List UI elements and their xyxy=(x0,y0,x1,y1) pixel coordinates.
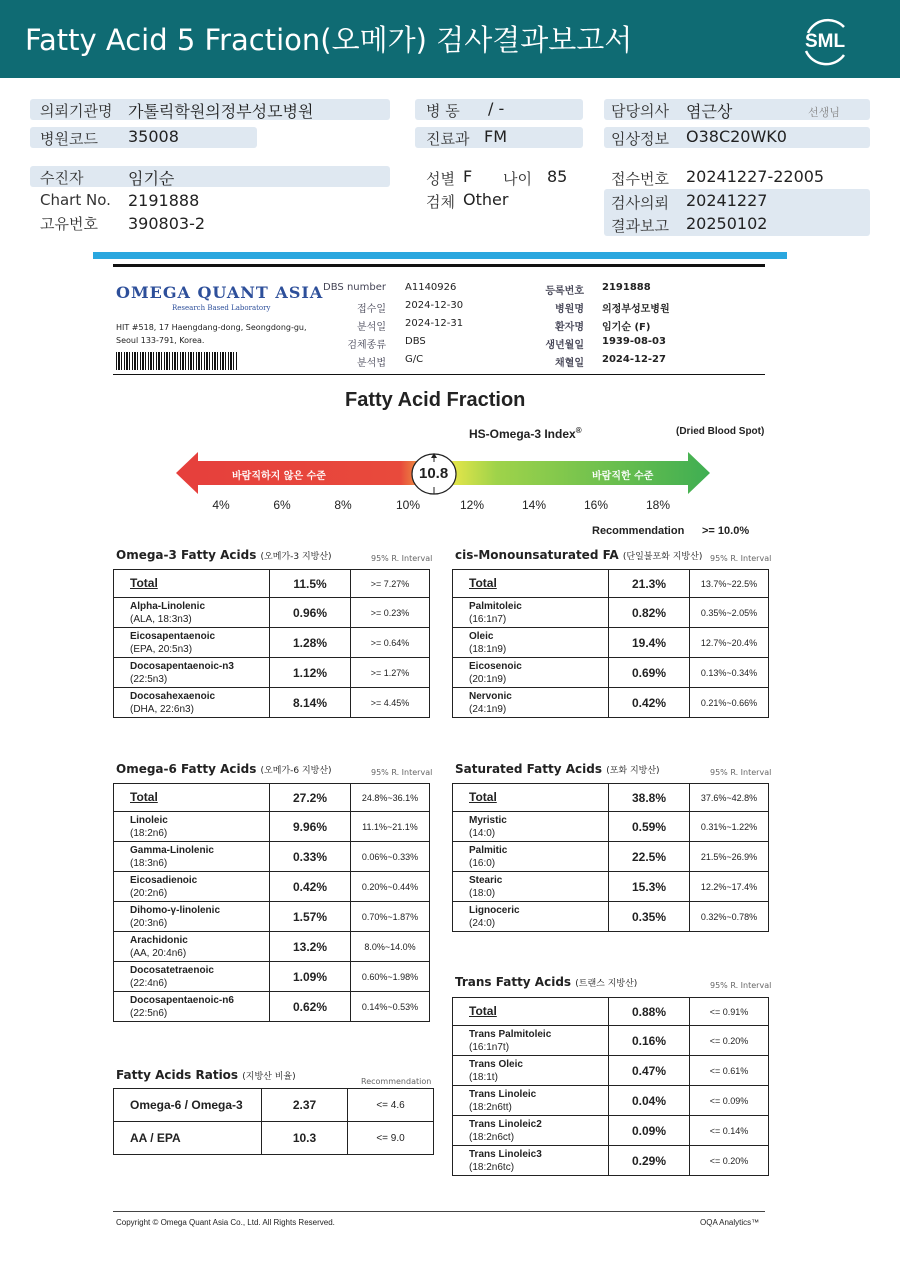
receipt-no-label: 접수번호 xyxy=(611,170,669,188)
report-field-label: 분석법 xyxy=(357,358,386,369)
acid-name-cell xyxy=(114,962,270,992)
chart-no-value: 2191888 xyxy=(128,191,200,210)
trans-total-row xyxy=(453,998,769,1026)
acid-value: 1.12% xyxy=(270,658,351,688)
acid-range: 0.35%~2.05% xyxy=(690,598,769,628)
acid-range: <= 0.61% xyxy=(690,1056,769,1086)
sml-logo-text: SML xyxy=(804,31,846,52)
table-row xyxy=(453,872,769,902)
sex-label: 성별 xyxy=(426,170,455,188)
acid-name-cell xyxy=(114,842,270,872)
total-value: 38.8% xyxy=(609,784,690,812)
acid-value: 0.47% xyxy=(609,1056,690,1086)
acid-value: 0.62% xyxy=(270,992,351,1022)
acid-value: 0.04% xyxy=(609,1086,690,1116)
clinical-value: O38C20WK0 xyxy=(686,127,787,146)
acid-range: 0.31%~1.22% xyxy=(690,812,769,842)
interval-header: 95% R. Interval xyxy=(710,768,772,777)
acid-name: Linoleic xyxy=(130,814,168,826)
acid-notation: (18:3n6) xyxy=(130,857,168,869)
sfa-title xyxy=(455,762,660,776)
total-value: 0.88% xyxy=(609,998,690,1026)
acid-name-cell xyxy=(453,1056,609,1086)
acid-notation: (20:1n9) xyxy=(469,673,507,685)
gauge-tick-label: 14% xyxy=(521,498,547,512)
age-value: 85 xyxy=(547,167,568,186)
report-field-label: DBS number xyxy=(323,282,386,293)
table-row xyxy=(114,658,430,688)
acid-range: 8.0%~14.0% xyxy=(351,932,430,962)
fraction-title: Fatty Acid Fraction xyxy=(345,389,526,411)
table-row xyxy=(453,1146,769,1176)
ratios-title-kr: (지방산 비율) xyxy=(242,1072,296,1082)
dept-label: 진료과 xyxy=(426,130,470,148)
acid-name-cell xyxy=(114,658,270,688)
total-range: <= 0.91% xyxy=(690,998,769,1026)
omega3-title-kr: (오메가-3 지방산) xyxy=(260,552,332,562)
acid-value: 0.96% xyxy=(270,598,351,628)
trans-title-kr: (트랜스 지방산) xyxy=(575,979,638,989)
acid-notation: (20:2n6) xyxy=(130,887,168,899)
table-row xyxy=(114,1089,434,1122)
table-row xyxy=(114,962,430,992)
total-value: 27.2% xyxy=(270,784,351,812)
omega6-title-kr: (오메가-6 지방산) xyxy=(260,766,332,776)
mufa-table xyxy=(452,569,769,718)
table-row xyxy=(453,812,769,842)
acid-name: Nervonic xyxy=(469,690,512,702)
report-field-label: 생년월일 xyxy=(545,340,584,351)
ratios-title-text: Fatty Acids Ratios xyxy=(116,1068,239,1082)
report-date-value: 20250102 xyxy=(686,214,768,233)
sfa-title-kr: (포화 지방산) xyxy=(606,766,660,776)
report-field-value: A1140926 xyxy=(405,282,457,293)
acid-range: 0.21%~0.66% xyxy=(690,688,769,718)
hospital-code-value: 35008 xyxy=(128,127,179,146)
total-name: Total xyxy=(114,784,270,812)
acid-name-cell xyxy=(114,812,270,842)
gauge-tick-label: 12% xyxy=(459,498,485,512)
ratio-recommendation: <= 4.6 xyxy=(348,1089,434,1122)
acid-name: Docosapentaenoic-n3 xyxy=(130,660,234,672)
table-row xyxy=(453,628,769,658)
acid-name: Palmitoleic xyxy=(469,600,522,612)
acid-range: 0.20%~0.44% xyxy=(351,872,430,902)
acid-name: Alpha-Linolenic xyxy=(130,600,205,612)
acid-range: 12.2%~17.4% xyxy=(690,872,769,902)
institution-label: 의뢰기관명 xyxy=(40,102,113,120)
acid-name-cell xyxy=(453,688,609,718)
report-field-value: 2024-12-30 xyxy=(405,300,464,311)
acid-range: 21.5%~26.9% xyxy=(690,842,769,872)
report-field-value: 1939-08-03 xyxy=(602,336,666,347)
acid-notation: (18:0) xyxy=(469,887,496,899)
acid-name: Lignoceric xyxy=(469,904,520,916)
sfa-table xyxy=(452,783,769,932)
mufa-title-text: cis-Monounsaturated FA xyxy=(455,548,619,562)
acid-value: 0.35% xyxy=(609,902,690,932)
gauge-tick-label: 18% xyxy=(645,498,671,512)
report-field-value: G/C xyxy=(405,354,424,365)
mufa-title-kr: (단일불포화 지방산) xyxy=(622,552,703,562)
gauge-tick-label: 8% xyxy=(334,498,352,512)
acid-range: <= 0.20% xyxy=(690,1026,769,1056)
acid-name: Oleic xyxy=(469,630,494,642)
acid-range: <= 0.20% xyxy=(690,1146,769,1176)
acid-name: Trans Linoleic xyxy=(469,1088,537,1100)
acid-notation: (20:3n6) xyxy=(130,917,168,929)
acid-notation: (22:5n3) xyxy=(130,673,168,685)
acid-notation: (18:1t) xyxy=(469,1071,498,1083)
table-row xyxy=(453,842,769,872)
acid-name-cell xyxy=(453,902,609,932)
uid-label: 고유번호 xyxy=(40,215,98,233)
dept-value: FM xyxy=(484,127,508,146)
acid-name-cell xyxy=(114,628,270,658)
omega6-table xyxy=(113,783,430,1022)
request-date-value: 20241227 xyxy=(686,191,768,210)
table-row xyxy=(114,688,430,718)
report-field-label: 채혈일 xyxy=(555,358,584,369)
acid-name-cell xyxy=(453,598,609,628)
report-field-label: 병원명 xyxy=(555,304,584,315)
ratio-value: 2.37 xyxy=(262,1089,348,1122)
acid-notation: (16:1n7) xyxy=(469,613,507,625)
acid-name: Trans Oleic xyxy=(469,1058,523,1070)
index-title xyxy=(469,426,582,441)
total-value: 21.3% xyxy=(609,570,690,598)
ratio-name: Omega-6 / Omega-3 xyxy=(114,1089,262,1122)
lab-address-1: HIT #518, 17 Haengdang-dong, Seongdong-gu, xyxy=(116,323,307,332)
table-row xyxy=(453,1086,769,1116)
doctor-label: 담당의사 xyxy=(611,102,669,120)
acid-range: >= 0.64% xyxy=(351,628,430,658)
acid-range: >= 4.45% xyxy=(351,688,430,718)
uid-value: 390803-2 xyxy=(128,214,206,233)
report-field-label: 접수일 xyxy=(357,304,386,315)
acid-name-cell xyxy=(453,1086,609,1116)
acid-value: 0.69% xyxy=(609,658,690,688)
total-range: 13.7%~22.5% xyxy=(690,570,769,598)
table-row xyxy=(114,812,430,842)
total-value: 11.5% xyxy=(270,570,351,598)
acid-name: Trans Linoleic2 xyxy=(469,1118,542,1130)
index-note: (Dried Blood Spot) xyxy=(676,426,765,437)
patient-name-row-bg xyxy=(30,166,390,187)
report-field-label: 등록번호 xyxy=(545,286,584,297)
acid-notation: (24:1n9) xyxy=(469,703,507,715)
sfa-title-text: Saturated Fatty Acids xyxy=(455,762,602,776)
acid-value: 8.14% xyxy=(270,688,351,718)
acid-value: 0.33% xyxy=(270,842,351,872)
acid-notation: (22:4n6) xyxy=(130,977,168,989)
gauge-tick-label: 6% xyxy=(273,498,291,512)
acid-name: Eicosapentaenoic xyxy=(130,630,216,642)
table-row xyxy=(453,658,769,688)
acid-value: 22.5% xyxy=(609,842,690,872)
trans-title xyxy=(455,975,637,989)
footer-rule xyxy=(113,1211,765,1212)
report-top-rule xyxy=(113,264,765,267)
acid-range: >= 1.27% xyxy=(351,658,430,688)
omega3-table xyxy=(113,569,430,718)
table-row xyxy=(114,872,430,902)
request-date-label: 검사의뢰 xyxy=(611,194,669,212)
gauge-tick-label: 4% xyxy=(212,498,230,512)
acid-name: Palmitic xyxy=(469,844,508,856)
acid-notation: (16:1n7t) xyxy=(469,1041,510,1053)
report-field-value: 2024-12-31 xyxy=(405,318,464,329)
interval-header: 95% R. Interval xyxy=(710,554,772,563)
acid-notation: (16:0) xyxy=(469,857,496,869)
ratio-name: AA / EPA xyxy=(114,1122,262,1155)
gauge-tick-label: 10% xyxy=(395,498,421,512)
acid-value: 0.42% xyxy=(270,872,351,902)
omega3-title xyxy=(116,548,332,562)
table-row xyxy=(114,628,430,658)
acid-name: Eicosadienoic xyxy=(130,874,198,886)
lab-address-2: Seoul 133-791, Korea. xyxy=(116,336,205,345)
omega6-total-row xyxy=(114,784,430,812)
table-row xyxy=(114,992,430,1022)
gauge-tick-label: 16% xyxy=(583,498,609,512)
sex-value: F xyxy=(463,167,473,186)
doctor-suffix: 선생님 xyxy=(808,106,840,119)
table-row xyxy=(453,598,769,628)
ward-value: / - xyxy=(488,99,505,118)
index-value: 10.8 xyxy=(418,465,449,482)
report-header-rule xyxy=(113,374,765,375)
report-field-value: 2024-12-27 xyxy=(602,354,666,365)
acid-notation: (14:0) xyxy=(469,827,496,839)
table-row xyxy=(114,902,430,932)
specimen-label: 검체 xyxy=(426,193,455,211)
report-field-label: 환자명 xyxy=(555,322,584,333)
acid-value: 0.59% xyxy=(609,812,690,842)
omega6-title-text: Omega-6 Fatty Acids xyxy=(116,762,257,776)
table-row xyxy=(114,932,430,962)
omega3-title-text: Omega-3 Fatty Acids xyxy=(116,548,257,562)
acid-name-cell xyxy=(453,842,609,872)
report-field-value: 임기순 (F) xyxy=(602,322,651,333)
trans-table xyxy=(452,997,769,1176)
acid-name-cell xyxy=(114,932,270,962)
ratio-value: 10.3 xyxy=(262,1122,348,1155)
acid-range: 12.7%~20.4% xyxy=(690,628,769,658)
acid-name-cell xyxy=(453,872,609,902)
acid-value: 0.09% xyxy=(609,1116,690,1146)
receipt-no-value: 20241227-22005 xyxy=(686,167,825,186)
section-divider xyxy=(93,252,787,259)
sml-logo xyxy=(798,13,852,67)
bad-level-label: 바람직하지 않은 수준 xyxy=(232,471,326,482)
table-row xyxy=(114,842,430,872)
acid-value: 1.57% xyxy=(270,902,351,932)
patient-name-value: 임기순 xyxy=(128,169,175,188)
acid-name-cell xyxy=(114,598,270,628)
acid-value: 0.16% xyxy=(609,1026,690,1056)
acid-range: 0.32%~0.78% xyxy=(690,902,769,932)
acid-notation: (18:2n6tt) xyxy=(469,1101,512,1113)
acid-name: Dihomo-γ-linolenic xyxy=(130,904,220,916)
acid-name-cell xyxy=(114,902,270,932)
specimen-value: Other xyxy=(463,190,509,209)
mufa-total-row xyxy=(453,570,769,598)
acid-name: Arachidonic xyxy=(130,934,188,946)
acid-name: Stearic xyxy=(469,874,503,886)
omega-quant-asia-logo: OMEGA QUANT ASIA xyxy=(116,283,324,302)
total-name: Total xyxy=(453,784,609,812)
recommendation-value: >= 10.0% xyxy=(702,525,750,537)
omega6-title xyxy=(116,762,332,776)
acid-name-cell xyxy=(453,628,609,658)
clinical-label: 임상정보 xyxy=(611,130,669,148)
ward-label: 병 동 xyxy=(426,102,460,120)
table-row xyxy=(453,1056,769,1086)
mufa-title xyxy=(455,548,702,562)
index-reg-mark: ® xyxy=(575,426,582,435)
acid-range: 0.70%~1.87% xyxy=(351,902,430,932)
total-name: Total xyxy=(453,998,609,1026)
table-row xyxy=(453,1116,769,1146)
acid-value: 9.96% xyxy=(270,812,351,842)
total-range: 37.6%~42.8% xyxy=(690,784,769,812)
acid-name-cell xyxy=(453,812,609,842)
acid-notation: (EPA, 20:5n3) xyxy=(130,643,193,655)
patient-name-label: 수진자 xyxy=(40,169,84,187)
report-field-label: 검체종류 xyxy=(347,340,386,351)
report-title: Fatty Acid 5 Fraction(오메가) 검사결과보고서 xyxy=(25,23,633,57)
acid-notation: (22:5n6) xyxy=(130,1007,168,1019)
index-title-text: HS-Omega-3 Index xyxy=(469,427,576,441)
acid-name: Docosapentaenoic-n6 xyxy=(130,994,234,1006)
total-range: 24.8%~36.1% xyxy=(351,784,430,812)
ratios-table xyxy=(113,1088,434,1155)
acid-name: Myristic xyxy=(469,814,507,826)
acid-notation: (18:1n9) xyxy=(469,643,507,655)
acid-notation: (18:2n6) xyxy=(130,827,168,839)
acid-name: Gamma-Linolenic xyxy=(130,844,214,856)
oqa-analytics-text: OQA Analytics™ xyxy=(700,1218,760,1227)
table-row xyxy=(453,688,769,718)
acid-range: >= 0.23% xyxy=(351,598,430,628)
acid-value: 15.3% xyxy=(609,872,690,902)
acid-value: 0.82% xyxy=(609,598,690,628)
report-field-value: DBS xyxy=(405,336,426,347)
lab-subtitle: Research Based Laboratory xyxy=(172,304,271,312)
chart-no-label: Chart No. xyxy=(40,191,111,209)
sfa-total-row xyxy=(453,784,769,812)
doctor-value: 염근상 xyxy=(686,102,733,121)
copyright-text: Copyright © Omega Quant Asia Co., Ltd. All Rights Reserved. xyxy=(116,1218,335,1227)
good-level-label: 바람직한 수준 xyxy=(592,471,654,482)
acid-range: <= 0.14% xyxy=(690,1116,769,1146)
omega3-total-row xyxy=(114,570,430,598)
acid-name-cell xyxy=(114,872,270,902)
acid-value: 0.29% xyxy=(609,1146,690,1176)
acid-name-cell xyxy=(453,1146,609,1176)
table-row xyxy=(114,1122,434,1155)
acid-name-cell xyxy=(453,1116,609,1146)
acid-notation: (AA, 20:4n6) xyxy=(130,947,187,959)
total-name: Total xyxy=(453,570,609,598)
institution-value: 가톨릭학원의정부성모병원 xyxy=(128,102,314,121)
acid-notation: (18:2n6ct) xyxy=(469,1131,515,1143)
acid-name-cell xyxy=(453,1026,609,1056)
age-label: 나이 xyxy=(503,170,532,188)
acid-name-cell xyxy=(114,688,270,718)
acid-name-cell xyxy=(114,992,270,1022)
interval-header: 95% R. Interval xyxy=(710,981,772,990)
acid-range: 0.13%~0.34% xyxy=(690,658,769,688)
barcode xyxy=(116,352,238,370)
hospital-code-label: 병원코드 xyxy=(40,130,98,148)
acid-value: 1.28% xyxy=(270,628,351,658)
acid-name: Eicosenoic xyxy=(469,660,522,672)
interval-header: 95% R. Interval xyxy=(371,554,433,563)
report-field-label: 분석일 xyxy=(357,322,386,333)
acid-name: Trans Linoleic3 xyxy=(469,1148,542,1160)
ratio-recommendation-header: Recommendation xyxy=(361,1077,432,1086)
acid-name: Docosatetraenoic xyxy=(130,964,214,976)
acid-notation: (24:0) xyxy=(469,917,496,929)
acid-range: <= 0.09% xyxy=(690,1086,769,1116)
acid-notation: (DHA, 22:6n3) xyxy=(130,703,194,715)
ratio-recommendation: <= 9.0 xyxy=(348,1122,434,1155)
report-field-value: 2191888 xyxy=(602,282,651,293)
report-field-value: 의정부성모병원 xyxy=(602,304,670,315)
acid-value: 19.4% xyxy=(609,628,690,658)
interval-header: 95% R. Interval xyxy=(371,768,433,777)
acid-name: Trans Palmitoleic xyxy=(469,1028,552,1040)
acid-value: 1.09% xyxy=(270,962,351,992)
total-range: >= 7.27% xyxy=(351,570,430,598)
acid-range: 0.60%~1.98% xyxy=(351,962,430,992)
recommendation-label: Recommendation xyxy=(592,525,685,537)
trans-title-text: Trans Fatty Acids xyxy=(455,975,572,989)
acid-name: Docosahexaenoic xyxy=(130,690,216,702)
table-row xyxy=(114,598,430,628)
acid-range: 11.1%~21.1% xyxy=(351,812,430,842)
ratios-title xyxy=(116,1068,296,1082)
acid-notation: (18:2n6tc) xyxy=(469,1161,515,1173)
table-row xyxy=(453,1026,769,1056)
acid-range: 0.06%~0.33% xyxy=(351,842,430,872)
acid-name-cell xyxy=(453,658,609,688)
acid-range: 0.14%~0.53% xyxy=(351,992,430,1022)
table-row xyxy=(453,902,769,932)
acid-value: 0.42% xyxy=(609,688,690,718)
report-date-label: 결과보고 xyxy=(611,217,669,235)
total-name: Total xyxy=(114,570,270,598)
acid-value: 13.2% xyxy=(270,932,351,962)
acid-notation: (ALA, 18:3n3) xyxy=(130,613,192,625)
